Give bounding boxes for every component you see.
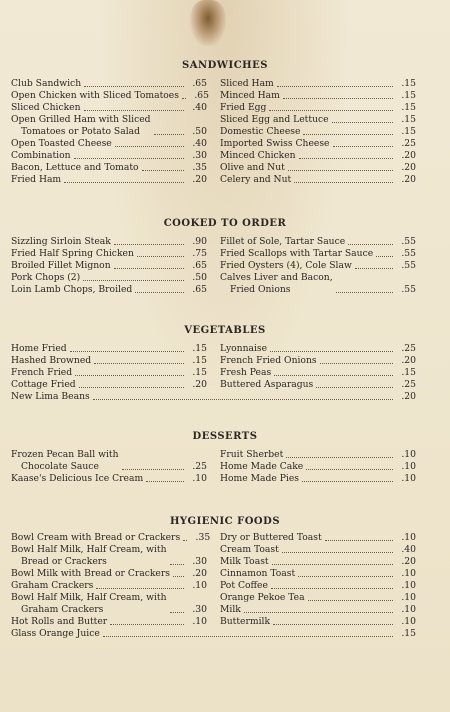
menu-item-price: .10	[401, 449, 416, 460]
menu-item-name	[220, 272, 333, 296]
menu-item-name	[220, 449, 283, 461]
menu-item	[220, 138, 416, 150]
menu-item-price: .10	[192, 580, 207, 591]
menu-item-name-line1: Calves Liver and Bacon,	[220, 272, 333, 283]
menu-item-name	[11, 162, 139, 174]
dot-leader	[114, 244, 184, 245]
dot-leader	[332, 122, 393, 123]
section-title-cooked-to-order: COOKED TO ORDER	[163, 218, 287, 229]
menu-item	[220, 556, 416, 568]
menu-item-price: .55	[401, 260, 416, 271]
menu-item-name	[11, 568, 170, 580]
sandwiches-left-column	[11, 78, 207, 186]
dot-leader	[348, 244, 393, 245]
dot-leader	[182, 98, 186, 99]
menu-item-name	[11, 90, 179, 102]
menu-item-name	[11, 628, 100, 640]
menu-item	[11, 473, 207, 485]
menu-item	[11, 114, 207, 138]
hygienic-wide-row	[11, 628, 416, 640]
menu-item	[220, 162, 416, 174]
dot-leader	[269, 110, 393, 111]
menu-item-name	[220, 379, 313, 391]
menu-item-name-line1: Bowl Milk with Bread or Crackers	[11, 568, 170, 579]
menu-item	[220, 461, 416, 473]
menu-item	[220, 367, 416, 379]
menu-item-name	[11, 174, 61, 186]
section-title-sandwiches: SANDWICHES	[182, 60, 268, 71]
menu-item-name-line1: Loin Lamb Chops, Broiled	[11, 284, 133, 295]
menu-item-name-line2: Bread or Crackers	[21, 556, 107, 567]
menu-item-price: .20	[192, 174, 207, 185]
menu-item-name-line1: Fried Half Spring Chicken	[11, 248, 134, 259]
menu-item-name-line1: Club Sandwich	[11, 78, 82, 89]
menu-item-price: .25	[401, 379, 416, 390]
menu-item-price: .15	[192, 355, 207, 366]
menu-item-name-line1: Open Chicken with Sliced Tomatoes	[11, 90, 179, 101]
menu-item-price: .25	[192, 461, 207, 472]
dot-leader	[320, 363, 393, 364]
dot-leader	[244, 612, 393, 613]
menu-item-price: .50	[192, 126, 207, 137]
menu-item	[220, 544, 416, 556]
menu-item	[11, 90, 207, 102]
menu-item-name-line2: Chocolate Sauce	[21, 461, 99, 472]
menu-item-name-line1: Buttermilk	[220, 616, 271, 627]
menu-item-price: .15	[401, 367, 416, 378]
menu-item-name	[220, 90, 280, 102]
menu-item-price: .20	[401, 162, 416, 173]
dot-leader	[274, 375, 393, 376]
menu-item-price: .20	[401, 150, 416, 161]
menu-item	[220, 355, 416, 367]
menu-item-name-line1: Open Grilled Ham with Sliced	[11, 114, 151, 125]
menu-item	[220, 580, 416, 592]
menu-item	[11, 102, 207, 114]
dot-leader	[355, 268, 393, 269]
menu-item-name-line1: Sliced Egg and Lettuce	[220, 114, 329, 125]
vegetables-right-column	[220, 343, 416, 391]
dot-leader	[170, 612, 185, 613]
menu-item-name	[220, 248, 373, 260]
menu-item-price: .40	[192, 102, 207, 113]
menu-item-name-line1: Fresh Peas	[220, 367, 272, 378]
menu-item-price: .30	[192, 604, 207, 615]
menu-item-name	[220, 138, 330, 150]
desserts-right-column	[220, 449, 416, 485]
menu-item-name	[220, 616, 270, 628]
menu-item-name	[11, 343, 67, 355]
menu-item	[220, 126, 416, 138]
menu-item-name-line1: Milk	[220, 604, 241, 615]
menu-item	[220, 568, 416, 580]
menu-item-price: .20	[401, 556, 416, 567]
dot-leader	[183, 540, 187, 541]
menu-item	[11, 616, 207, 628]
menu-item-price: .25	[401, 343, 416, 354]
menu-item-price: .65	[192, 260, 207, 271]
dot-leader	[299, 158, 393, 159]
menu-item-price: .15	[401, 126, 416, 137]
menu-item-name-line1: Fruit Sherbet	[220, 449, 284, 460]
menu-item-price: .10	[401, 592, 416, 603]
menu-item-name	[11, 355, 91, 367]
menu-item-name-line1: Minced Chicken	[220, 150, 296, 161]
menu-item-name	[11, 532, 180, 544]
menu-item-name	[220, 580, 268, 592]
dot-leader	[70, 351, 184, 352]
dot-leader	[273, 624, 393, 625]
menu-item-name-line1: Fried Egg	[220, 102, 267, 113]
dot-leader	[282, 552, 393, 553]
menu-item	[11, 248, 207, 260]
menu-item-name	[11, 379, 76, 391]
dot-leader	[84, 86, 184, 87]
menu-item-name-line1: Graham Crackers	[11, 580, 94, 591]
dot-leader	[64, 182, 184, 183]
menu-item-name	[220, 592, 305, 604]
menu-item	[220, 379, 416, 391]
dot-leader	[298, 576, 393, 577]
menu-item-name	[220, 532, 322, 544]
menu-item-name	[220, 473, 299, 485]
menu-item	[220, 248, 416, 260]
menu-item	[11, 174, 207, 186]
menu-item-name-line2: Tomatoes or Potato Salad	[21, 126, 140, 137]
menu-item-name	[11, 272, 80, 284]
dot-leader	[110, 624, 184, 625]
dot-leader	[114, 268, 184, 269]
menu-item-name-line1: Cream Toast	[220, 544, 279, 555]
menu-item-name	[220, 367, 271, 379]
dot-leader	[306, 469, 393, 470]
menu-item-name-line1: Fried Oysters (4), Cole Slaw	[220, 260, 352, 271]
dot-leader	[336, 292, 393, 293]
menu-item-name-line1: Broiled Fillet Mignon	[11, 260, 111, 271]
menu-item-price: .10	[401, 616, 416, 627]
menu-item-name	[11, 260, 111, 272]
dot-leader	[283, 98, 393, 99]
menu-item-name	[11, 236, 111, 248]
menu-item	[11, 78, 207, 90]
menu-item-name-line1: Bowl Half Milk, Half Cream, with	[11, 544, 167, 555]
dot-leader	[122, 469, 184, 470]
menu-item-price: .90	[192, 236, 207, 247]
dot-leader	[270, 351, 393, 352]
dot-leader	[173, 576, 184, 577]
menu-item	[11, 367, 207, 379]
menu-item-name	[11, 78, 81, 90]
menu-item-name-line1: Fillet of Sole, Tartar Sauce	[220, 236, 346, 247]
dot-leader	[96, 588, 184, 589]
menu-item-name-line1: Sliced Ham	[220, 78, 274, 89]
menu-item-price: .20	[192, 379, 207, 390]
menu-item	[220, 236, 416, 248]
menu-item-price: .15	[192, 343, 207, 354]
menu-item	[11, 355, 207, 367]
dot-leader	[115, 146, 184, 147]
dot-leader	[308, 600, 393, 601]
menu-item-name-line1: Milk Toast	[220, 556, 269, 567]
hygienic-left-column	[11, 532, 211, 628]
dot-leader	[277, 86, 393, 87]
menu-item-name	[220, 78, 274, 90]
dot-leader	[333, 146, 394, 147]
menu-item	[220, 78, 416, 90]
menu-item-name-line1: New Lima Beans	[11, 391, 90, 402]
menu-item-name-line1: French Fried	[11, 367, 73, 378]
menu-item-name	[220, 126, 300, 138]
menu-item-name	[11, 616, 107, 628]
menu-item-price: .20	[401, 391, 416, 402]
menu-item-name-line1: Minced Ham	[220, 90, 280, 101]
menu-item-price: .10	[401, 461, 416, 472]
menu-item	[11, 449, 207, 473]
menu-item-name-line1: Pot Coffee	[220, 580, 268, 591]
menu-item	[220, 532, 416, 544]
menu-item	[220, 343, 416, 355]
dot-leader	[84, 110, 184, 111]
menu-item-name-line1: Hot Rolls and Butter	[11, 616, 108, 627]
menu-item-price: .35	[192, 162, 207, 173]
menu-item-price: .55	[401, 284, 416, 295]
dot-leader	[288, 170, 393, 171]
dot-leader	[294, 182, 393, 183]
menu-item-name	[11, 284, 132, 296]
menu-item-name-line2: Graham Crackers	[21, 604, 104, 615]
menu-item-price: .15	[401, 102, 416, 113]
menu-item-name	[11, 138, 112, 150]
menu-item	[220, 114, 416, 126]
menu-item-price: .15	[401, 78, 416, 89]
dot-leader	[103, 636, 393, 637]
menu-item-name-line1: Home Fried	[11, 343, 67, 354]
menu-item	[220, 150, 416, 162]
menu-item-price: .15	[192, 367, 207, 378]
menu-item	[11, 568, 207, 580]
menu-item	[220, 260, 416, 272]
menu-item-name	[220, 604, 241, 616]
menu-item-price: .20	[401, 174, 416, 185]
menu-item-name	[220, 260, 352, 272]
menu-item-name-line1: Glass Orange Juice	[11, 628, 100, 639]
menu-item-name	[220, 556, 269, 568]
dot-leader	[142, 170, 184, 171]
menu-item-name-line1: Sliced Chicken	[11, 102, 81, 113]
dot-leader	[154, 134, 184, 135]
menu-item	[11, 150, 207, 162]
menu-item-price: .10	[401, 568, 416, 579]
menu-item-name	[220, 544, 279, 556]
dot-leader	[135, 292, 184, 293]
menu-item-name-line1: Bowl Cream with Bread or Crackers	[11, 532, 181, 543]
menu-item-name-line1: Buttered Asparagus	[220, 379, 314, 390]
menu-item	[11, 379, 207, 391]
dot-leader	[83, 280, 184, 281]
menu-item-name-line1: Cottage Fried	[11, 379, 76, 390]
dot-leader	[93, 399, 393, 400]
menu-item-price: .40	[401, 544, 416, 555]
menu-item	[220, 473, 416, 485]
menu-item	[11, 628, 416, 640]
menu-item-price: .10	[401, 473, 416, 484]
cooked-right-column	[220, 236, 416, 296]
menu-item-name-line1: Home Made Pies	[220, 473, 300, 484]
menu-item	[11, 343, 207, 355]
sandwiches-right-column	[220, 78, 416, 186]
menu-item	[11, 236, 207, 248]
paper-stain	[190, 0, 226, 46]
menu-item-name	[11, 150, 71, 162]
menu-item	[11, 532, 211, 544]
menu-item	[220, 616, 416, 628]
menu-item-price: .15	[401, 90, 416, 101]
menu-item-price: .35	[195, 532, 211, 543]
cooked-left-column	[11, 236, 207, 296]
menu-item-name-line1: Open Toasted Cheese	[11, 138, 112, 149]
section-title-desserts: DESSERTS	[192, 431, 258, 442]
menu-item-price: .40	[192, 138, 207, 149]
menu-item	[220, 90, 416, 102]
menu-item-name-line1: Lyonnaise	[220, 343, 268, 354]
hygienic-right-column	[220, 532, 416, 628]
dot-leader	[79, 387, 184, 388]
menu-item-name-line1: French Fried Onions	[220, 355, 317, 366]
menu-item-name	[220, 102, 266, 114]
menu-item-price: .65	[192, 284, 207, 295]
menu-item-name	[11, 592, 167, 616]
menu-item-name-line1: Fried Scallops with Tartar Sauce	[220, 248, 374, 259]
menu-item	[11, 391, 416, 403]
menu-item	[11, 138, 207, 150]
menu-item-name	[220, 114, 329, 126]
menu-item-name-line1: Olive and Nut	[220, 162, 285, 173]
menu-item-name-line1: Hashed Browned	[11, 355, 92, 366]
menu-item-name	[11, 544, 167, 568]
menu-item-price: .15	[401, 628, 416, 639]
menu-item-name	[11, 391, 90, 403]
section-title-hygienic-foods: HYGIENIC FOODS	[169, 516, 281, 527]
menu-item-name-line1: Kaase's Delicious Ice Cream	[11, 473, 144, 484]
menu-item-price: .10	[192, 616, 207, 627]
menu-item-price: .20	[192, 568, 207, 579]
menu-item-name-line1: Combination	[11, 150, 71, 161]
menu-item-name-line1: Domestic Cheese	[220, 126, 301, 137]
menu-item-name	[11, 367, 72, 379]
menu-item-price: .75	[192, 248, 207, 259]
menu-item-price: .65	[194, 90, 209, 101]
menu-item-name	[11, 580, 93, 592]
menu-item-name	[220, 461, 303, 473]
menu-item	[220, 449, 416, 461]
desserts-left-column	[11, 449, 207, 485]
menu-item-name-line1: Home Made Cake	[220, 461, 304, 472]
dot-leader	[170, 564, 185, 565]
menu-item-price: .50	[192, 272, 207, 283]
dot-leader	[325, 540, 393, 541]
menu-item-price: .20	[401, 355, 416, 366]
menu-item-name	[220, 343, 267, 355]
menu-item	[220, 174, 416, 186]
menu-item	[220, 102, 416, 114]
menu-item-name-line1: Orange Pekoe Tea	[220, 592, 305, 603]
menu-item	[11, 272, 207, 284]
menu-item	[11, 260, 207, 272]
menu-item-name-line1: Imported Swiss Cheese	[220, 138, 330, 149]
menu-item	[11, 162, 207, 174]
menu-item-name-line1: Bacon, Lettuce and Tomato	[11, 162, 139, 173]
menu-item-name	[11, 473, 143, 485]
dot-leader	[271, 588, 393, 589]
dot-leader	[376, 256, 393, 257]
menu-item-name	[11, 248, 134, 260]
menu-item-name	[11, 449, 119, 473]
menu-item	[11, 592, 207, 616]
menu-item-name-line1: Dry or Buttered Toast	[220, 532, 322, 543]
dot-leader	[316, 387, 393, 388]
menu-item-price: .65	[192, 78, 207, 89]
dot-leader	[286, 457, 393, 458]
dot-leader	[146, 481, 184, 482]
menu-item-price: .55	[401, 248, 416, 259]
dot-leader	[75, 375, 184, 376]
menu-item-price: .15	[401, 114, 416, 125]
menu-item-name-line1: Cinnamon Toast	[220, 568, 296, 579]
menu-item-name	[220, 355, 317, 367]
menu-item-name-line2: Fried Onions	[230, 284, 291, 295]
menu-item-price: .10	[192, 473, 207, 484]
menu-item-price: .10	[401, 580, 416, 591]
menu-item-name	[220, 236, 345, 248]
menu-item-name	[11, 102, 81, 114]
menu-item-name	[220, 174, 291, 186]
menu-item-name-line1: Celery and Nut	[220, 174, 292, 185]
dot-leader	[272, 564, 393, 565]
menu-item	[11, 544, 207, 568]
menu-item-name-line1: Frozen Pecan Ball with	[11, 449, 119, 460]
dot-leader	[303, 134, 393, 135]
menu-item-price: .10	[401, 604, 416, 615]
menu-item	[11, 580, 207, 592]
menu-item-name-line1: Fried Ham	[11, 174, 62, 185]
menu-item-price: .25	[401, 138, 416, 149]
menu-item-name	[220, 150, 296, 162]
dot-leader	[137, 256, 184, 257]
menu-item	[11, 284, 207, 296]
menu-item-price: .30	[192, 556, 207, 567]
menu-item-name	[220, 162, 285, 174]
section-title-vegetables: VEGETABLES	[184, 325, 266, 336]
menu-item-price: .55	[401, 236, 416, 247]
dot-leader	[302, 481, 393, 482]
menu-item	[220, 272, 416, 296]
menu-item-name	[220, 568, 295, 580]
menu-item	[220, 592, 416, 604]
menu-item-name-line1: Bowl Half Milk, Half Cream, with	[11, 592, 167, 603]
dot-leader	[74, 158, 184, 159]
menu-item	[220, 604, 416, 616]
vegetables-left-column	[11, 343, 207, 391]
menu-item-name	[11, 114, 151, 138]
dot-leader	[94, 363, 184, 364]
menu-item-price: .10	[401, 532, 416, 543]
menu-item-name-line1: Sizzling Sirloin Steak	[11, 236, 111, 247]
menu-item-name-line1: Pork Chops (2)	[11, 272, 81, 283]
vegetables-wide-row	[11, 391, 416, 403]
menu-item-price: .30	[192, 150, 207, 161]
